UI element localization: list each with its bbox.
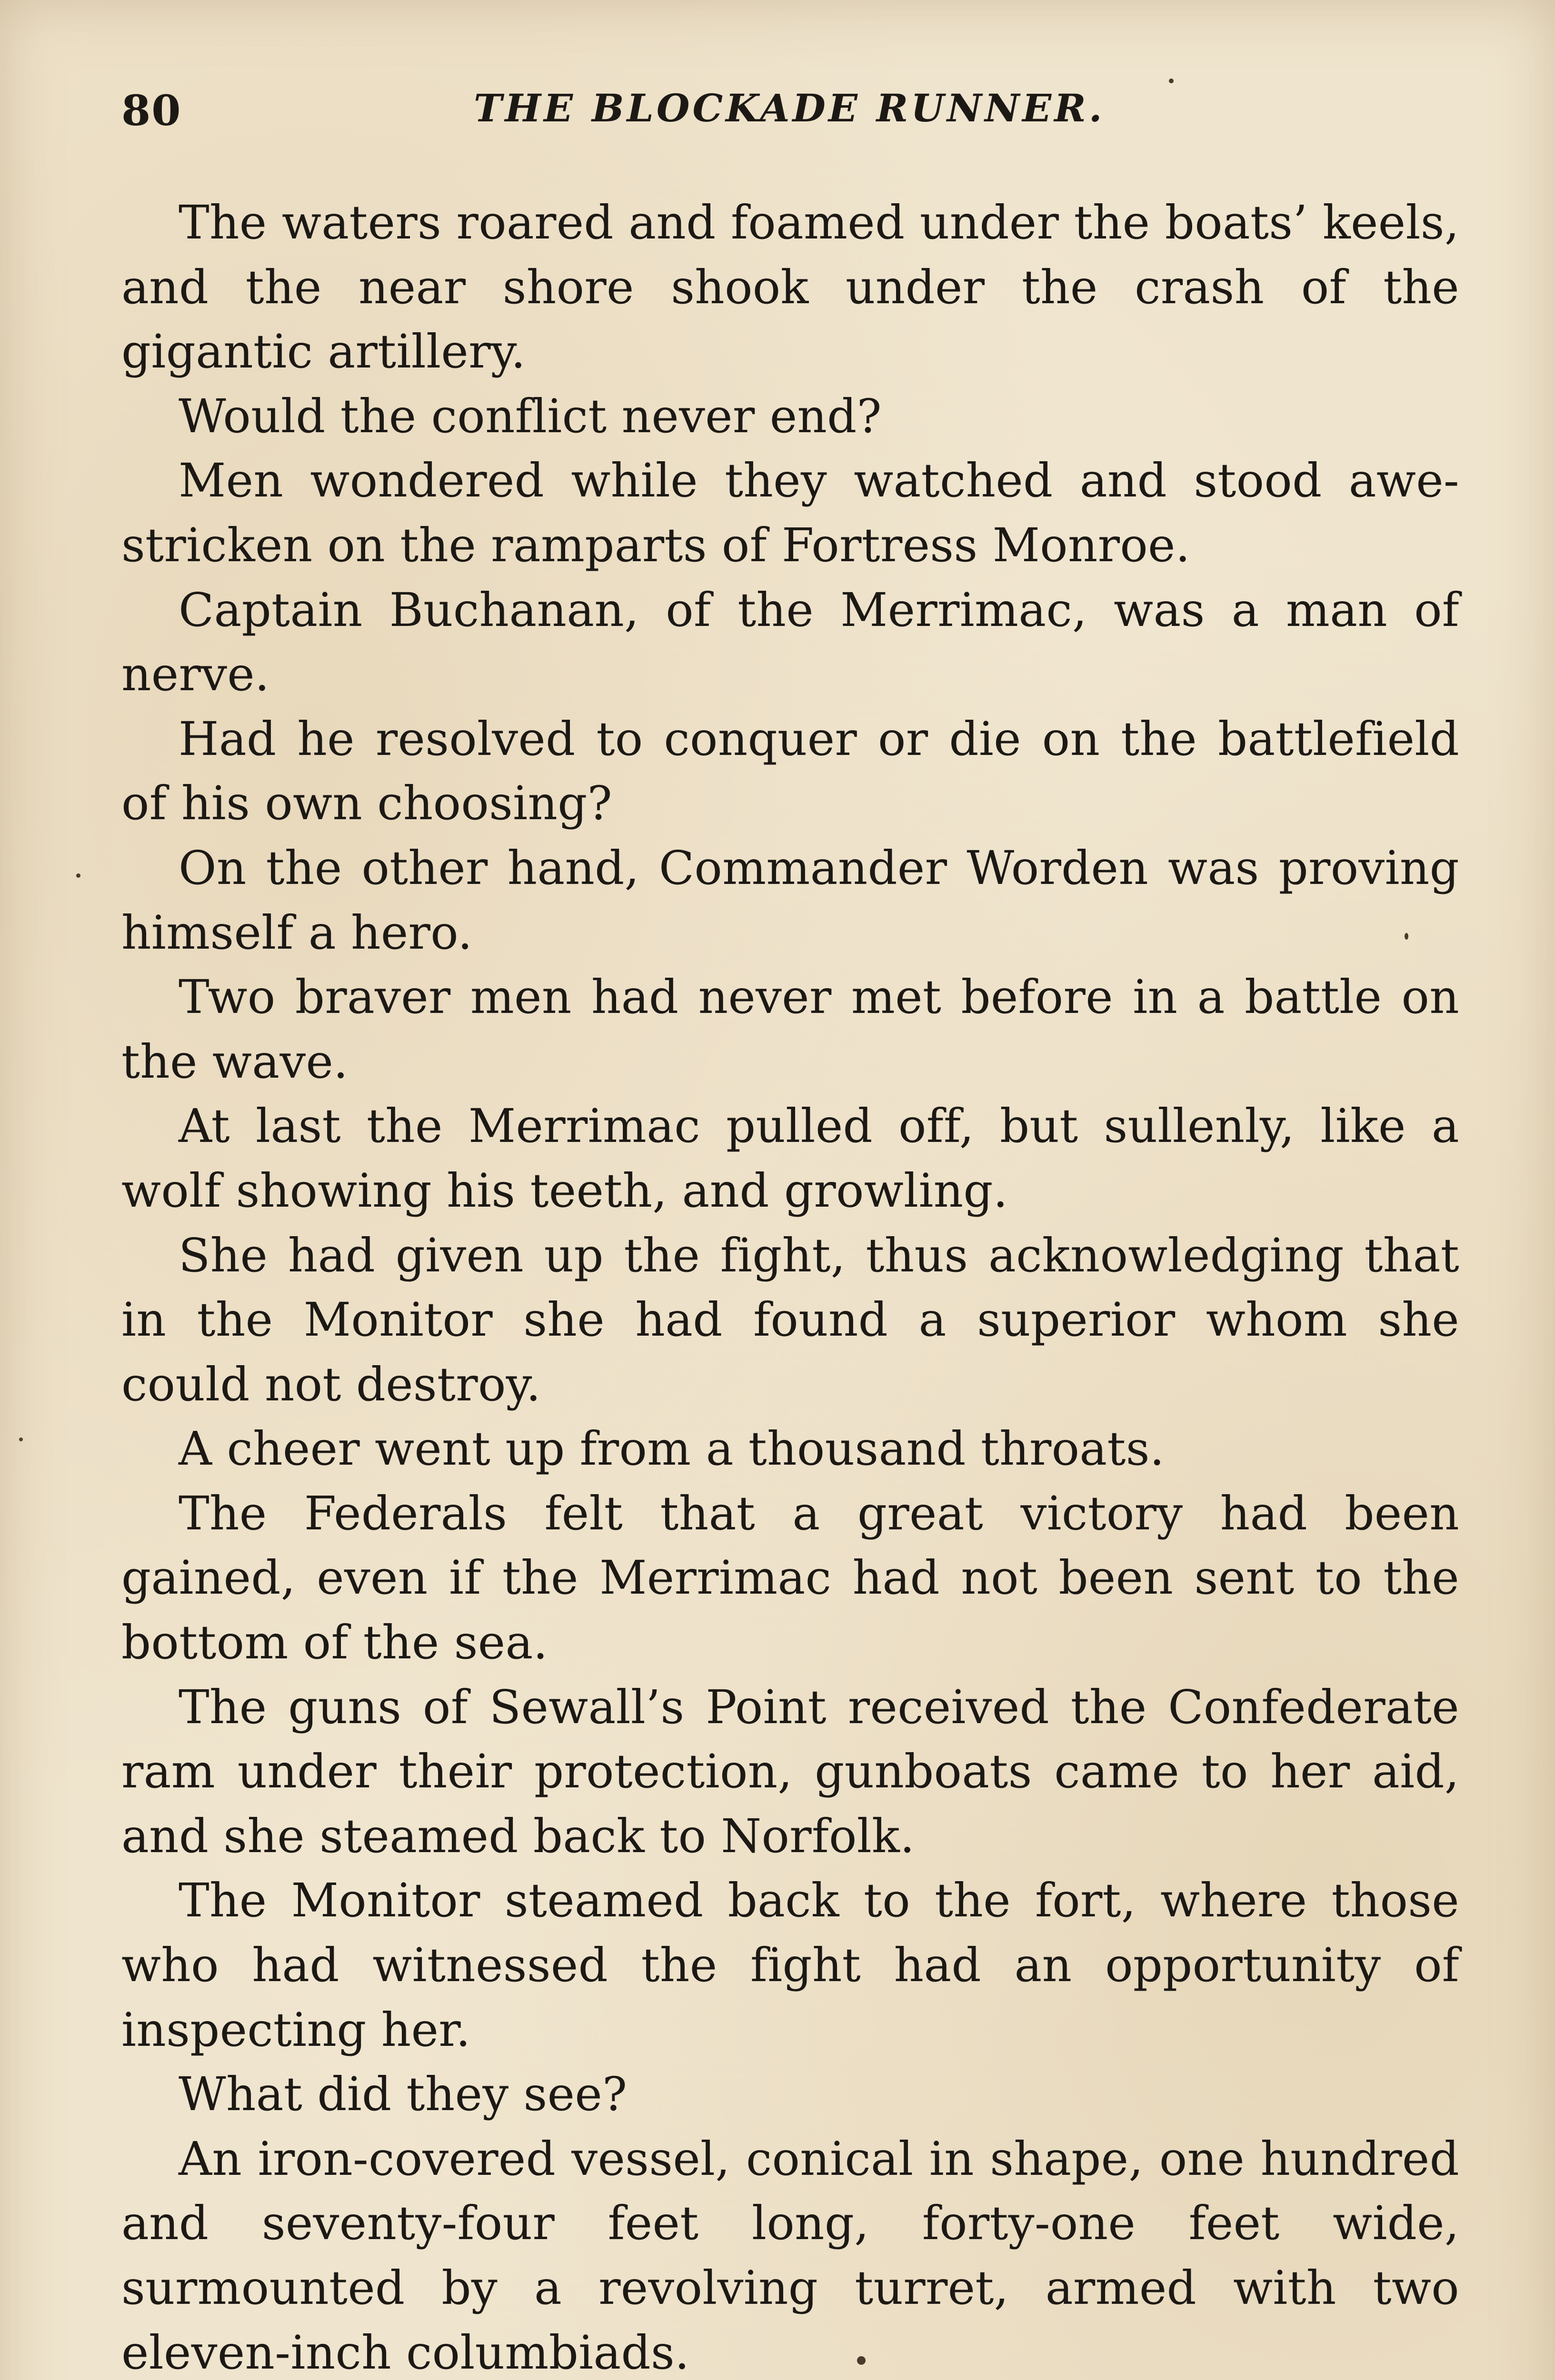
paragraph: An iron-covered vessel, conical in shape, one hundred and seventy-four feet long, forty-one feet wide, surmounted by a revolving turret, armed with two eleven-inch columbiads. [121, 2132, 1459, 2380]
paragraph: Captain Buchanan, of the Merrimac, was a man of nerve. [121, 583, 1459, 702]
paragraph: She had given up the fight, thus acknowledging that in the Monitor she had found a superior whom she could not destroy. [121, 1228, 1459, 1411]
paragraph: A cheer went up from a thousand throats. [179, 1422, 1165, 1476]
paragraph: On the other hand, Commander Worden was proving himself a hero. [121, 841, 1459, 960]
ink-speck [19, 1438, 23, 1441]
ink-speck [76, 873, 80, 878]
body-text [121, 190, 1459, 2380]
paragraph: The Monitor steamed back to the fort, where those who had witnessed the fight had an opportunity of inspecting her. [121, 1874, 1459, 2057]
paragraph: The Federals felt that a great victory had been gained, even if the Merrimac had not been sent to the bottom of the sea. [121, 1486, 1459, 1670]
paragraph: Would the conflict never end? [179, 389, 882, 443]
ink-speck [1169, 79, 1174, 83]
ink-speck [857, 2356, 866, 2365]
paragraph: Had he resolved to conquer or die on the battlefield of his own choosing? [121, 712, 1459, 831]
paragraph: At last the Merrimac pulled off, but sullenly, like a wolf showing his teeth, and growling. [121, 1099, 1459, 1218]
page-number: 80 [121, 86, 182, 135]
paragraph: What did they see? [179, 2067, 628, 2122]
paragraph: The waters roared and foamed under the boats’ keels, and the near shore shook under the crash of the gigantic artillery. [121, 196, 1459, 379]
running-title: THE BLOCKADE RUNNER. [474, 86, 1105, 130]
paragraph: Two braver men had never met before in a battle on the wave. [121, 970, 1459, 1089]
ink-speck [1405, 933, 1408, 940]
paragraph: The guns of Sewall’s Point received the Confederate ram under their protection, gunboats came to her aid, and she steamed back to Norfolk. [121, 1680, 1459, 1863]
paragraph: Men wondered while they watched and stood awe-stricken on the ramparts of Fortress Monroe. [121, 454, 1459, 572]
running-head [121, 81, 1455, 138]
